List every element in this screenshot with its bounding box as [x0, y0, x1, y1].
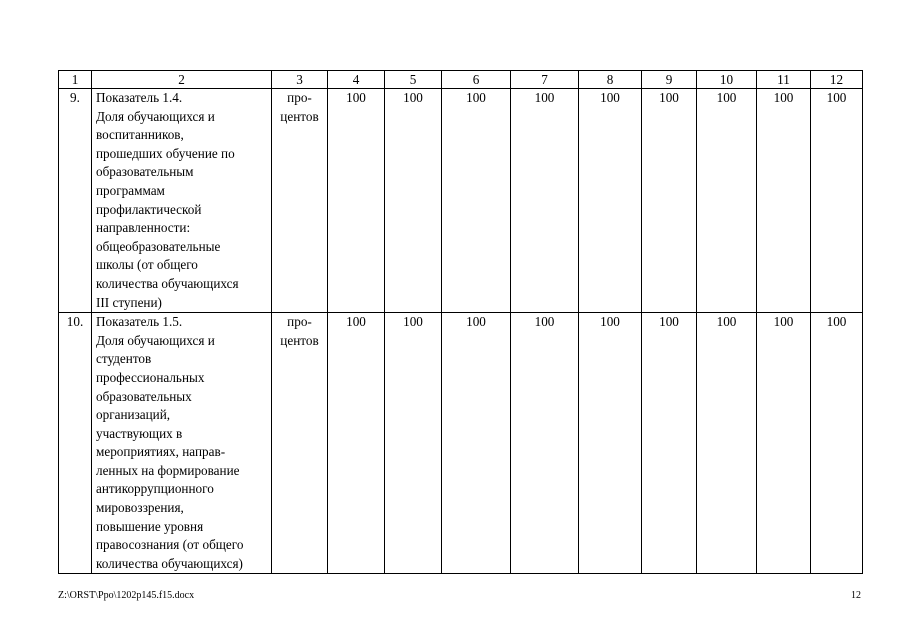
- description-line: количества обучающихся): [96, 555, 243, 571]
- column-number: 3: [272, 71, 328, 89]
- footer-page-number: 12: [851, 590, 861, 601]
- column-number: 1: [59, 71, 92, 89]
- description-line: ленных на формирование: [96, 462, 240, 478]
- column-number: 7: [511, 71, 579, 89]
- description-line: профессиональных: [96, 369, 205, 385]
- value-cell: 100: [642, 313, 697, 574]
- description-line: повышение уровня: [96, 518, 204, 534]
- row-number: 9.: [59, 89, 92, 313]
- unit-line: про-: [287, 90, 312, 105]
- column-number: 5: [385, 71, 442, 89]
- table-row: [59, 313, 863, 574]
- value-cell: 100: [811, 89, 863, 313]
- indicator-description: [92, 89, 272, 313]
- column-number: 12: [811, 71, 863, 89]
- description-line: образовательным: [96, 164, 194, 180]
- value-cell: 100: [757, 313, 811, 574]
- value-cell: 100: [385, 89, 442, 313]
- description-line: школы (от общего: [96, 257, 198, 273]
- column-number: 2: [92, 71, 272, 89]
- description-line: мероприятиях, направ-: [96, 444, 226, 460]
- value-cell: 100: [811, 313, 863, 574]
- description-line: мировоззрения,: [96, 500, 184, 516]
- description-line: программам: [96, 182, 165, 198]
- description-line: студентов: [96, 351, 152, 367]
- column-number: 11: [757, 71, 811, 89]
- column-number: 6: [442, 71, 511, 89]
- indicator-description: [92, 313, 272, 574]
- table-row: [59, 89, 863, 313]
- description-line: профилактической: [96, 201, 202, 217]
- value-cell: 100: [385, 313, 442, 574]
- column-number: 9: [642, 71, 697, 89]
- column-number: 8: [579, 71, 642, 89]
- column-number: 4: [328, 71, 385, 89]
- column-number: 10: [697, 71, 757, 89]
- column-number-row: [59, 71, 863, 89]
- indicators-table: [58, 70, 863, 574]
- value-cell: 100: [328, 89, 385, 313]
- description-line: Показатель 1.4.: [96, 90, 183, 105]
- unit-cell: [272, 313, 328, 574]
- row-number: 10.: [59, 313, 92, 574]
- description-line: общеобразовательные: [96, 238, 221, 254]
- description-line: количества обучающихся: [96, 275, 239, 291]
- footer-file-path: Z:\ORST\Ppo\1202p145.f15.docx: [58, 590, 195, 601]
- value-cell: 100: [511, 313, 579, 574]
- description-line: образовательных: [96, 388, 192, 404]
- description-line: организаций,: [96, 407, 171, 423]
- value-cell: 100: [442, 313, 511, 574]
- description-line: направленности:: [96, 220, 191, 236]
- unit-line: про-: [287, 314, 312, 330]
- description-line: Показатель 1.5.: [96, 314, 183, 330]
- description-line: антикоррупционного: [96, 481, 214, 497]
- description-line: III ступени): [96, 294, 162, 310]
- value-cell: 100: [642, 89, 697, 313]
- value-cell: 100: [579, 313, 642, 574]
- unit-cell: [272, 89, 328, 313]
- value-cell: 100: [697, 89, 757, 313]
- description-line: правосознания (от общего: [96, 537, 244, 553]
- value-cell: 100: [697, 313, 757, 574]
- description-line: участвующих в: [96, 425, 183, 441]
- description-line: Доля обучающихся и: [96, 332, 215, 348]
- value-cell: 100: [579, 89, 642, 313]
- value-cell: 100: [757, 89, 811, 313]
- description-line: прошедших обучение по: [96, 145, 235, 161]
- value-cell: 100: [511, 89, 579, 313]
- description-line: Доля обучающихся и: [96, 108, 215, 124]
- unit-line: центов: [280, 108, 319, 124]
- unit-line: центов: [280, 332, 319, 348]
- value-cell: 100: [328, 313, 385, 574]
- description-line: воспитанников,: [96, 127, 184, 143]
- value-cell: 100: [442, 89, 511, 313]
